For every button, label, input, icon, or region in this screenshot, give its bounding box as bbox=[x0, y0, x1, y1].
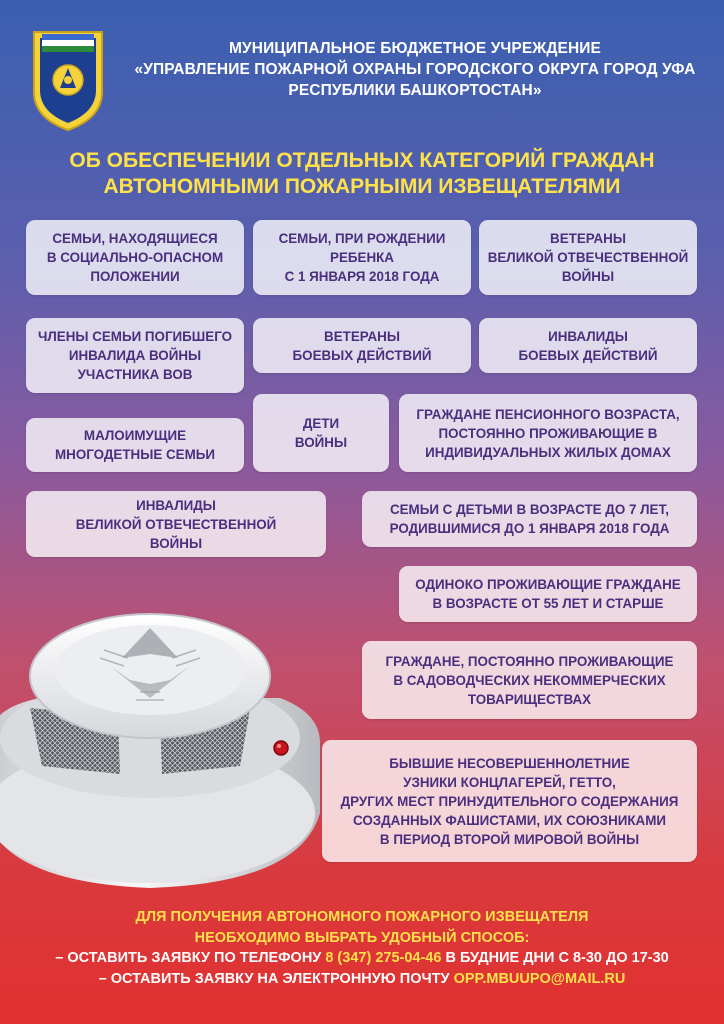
category-label: ИНВАЛИДЫ ВЕЛИКОЙ ОТВЕЧЕСТВЕННОЙ ВОЙНЫ bbox=[75, 497, 277, 551]
fire-service-emblem-icon bbox=[28, 22, 108, 132]
org-line-2: «УПРАВЛЕНИЕ ПОЖАРНОЙ ОХРАНЫ ГОРОДСКОГО ОКРУГА ГОРОД УФА bbox=[134, 61, 696, 78]
category-card bbox=[362, 491, 697, 547]
category-card bbox=[253, 220, 471, 295]
category-card bbox=[362, 641, 697, 719]
phone-instruction bbox=[0, 948, 724, 969]
category-card bbox=[26, 220, 244, 295]
page-title bbox=[40, 148, 684, 200]
category-label: ГРАЖДАНЕ ПЕНСИОННОГО ВОЗРАСТА, ПОСТОЯННО ПРОЖИВАЮЩИЕ В ИНДИВИДУАЛЬНЫХ ЖИЛЫХ ДОМАХ bbox=[416, 406, 680, 460]
category-label: ДЕТИ ВОЙНЫ bbox=[294, 416, 348, 450]
category-card bbox=[253, 318, 471, 373]
category-label: ВЕТЕРАНЫ БОЕВЫХ ДЕЙСТВИЙ bbox=[292, 328, 432, 363]
phone-number-link[interactable]: 8 (347) 275-04-46 bbox=[325, 950, 442, 966]
organization-name bbox=[110, 38, 720, 101]
category-label: ИНВАЛИДЫ БОЕВЫХ ДЕЙСТВИЙ bbox=[518, 328, 658, 363]
category-card bbox=[479, 318, 697, 373]
category-label: МАЛОИМУЩИЕ МНОГОДЕТНЫЕ СЕМЬИ bbox=[55, 428, 215, 462]
email-link[interactable]: OPP.MBUUPO@MAIL.RU bbox=[453, 970, 626, 987]
category-card bbox=[253, 394, 389, 472]
instructions-footer bbox=[0, 907, 724, 989]
title-line-1: ОБ ОБЕСПЕЧЕНИИ ОТДЕЛЬНЫХ КАТЕГОРИЙ ГРАЖДАН bbox=[69, 149, 655, 172]
phone-prefix: – ОСТАВИТЬ ЗАЯВКУ ПО ТЕЛЕФОНУ bbox=[55, 950, 326, 966]
category-card bbox=[322, 740, 697, 862]
smoke-detector-image bbox=[0, 588, 330, 898]
category-label: ГРАЖДАНЕ, ПОСТОЯННО ПРОЖИВАЮЩИЕ В САДОВОДЧЕСКИХ НЕКОММЕРЧЕСКИХ ТОВАРИЩЕСТВАХ bbox=[385, 653, 674, 707]
org-line-3: РЕСПУБЛИКИ БАШКОРТОСТАН» bbox=[288, 82, 542, 99]
org-line-1: МУНИЦИПАЛЬНОЕ БЮДЖЕТНОЕ УЧРЕЖДЕНИЕ bbox=[229, 40, 601, 57]
category-label: СЕМЬИ, НАХОДЯЩИЕСЯ В СОЦИАЛЬНО-ОПАСНОМ ПОЛОЖЕНИИ bbox=[46, 231, 224, 284]
category-label: ВЕТЕРАНЫ ВЕЛИКОЙ ОТВЕЧЕСТВЕННОЙ ВОЙНЫ bbox=[487, 231, 689, 284]
email-instruction bbox=[0, 969, 724, 990]
category-card bbox=[479, 220, 697, 295]
title-line-2: АВТОНОМНЫМИ ПОЖАРНЫМИ ИЗВЕЩАТЕЛЯМИ bbox=[103, 175, 621, 198]
category-card bbox=[26, 418, 244, 472]
category-card bbox=[26, 318, 244, 393]
email-prefix: – ОСТАВИТЬ ЗАЯВКУ НА ЭЛЕКТРОННУЮ ПОЧТУ bbox=[98, 970, 454, 987]
phone-suffix: В БУДНИЕ ДНИ С 8-30 ДО 17-30 bbox=[441, 950, 669, 966]
category-card bbox=[26, 491, 326, 557]
category-card bbox=[399, 394, 697, 472]
category-label: СЕМЬИ, ПРИ РОЖДЕНИИ РЕБЕНКА С 1 ЯНВАРЯ 2018 ГОДА bbox=[278, 231, 446, 284]
footer-line-2: НЕОБХОДИМО ВЫБРАТЬ УДОБНЫЙ СПОСОБ: bbox=[194, 929, 530, 946]
category-card bbox=[399, 566, 697, 622]
category-label: ЧЛЕНЫ СЕМЬИ ПОГИБШЕГО ИНВАЛИДА ВОЙНЫ УЧАСТНИКА ВОВ bbox=[37, 329, 233, 382]
category-label: БЫВШИЕ НЕСОВЕРШЕННОЛЕТНИЕ УЗНИКИ КОНЦЛАГЕРЕЙ, ГЕТТО, ДРУГИХ МЕСТ ПРИНУДИТЕЛЬНОГО СОДЕРЖАНИЯ СОЗДАННЫХ ФАШИСТАМИ, ИХ СОЮЗНИКАМИ В ПЕРИОД ВТОРОЙ МИРОВОЙ ВОЙНЫ bbox=[340, 755, 679, 847]
category-label: ОДИНОКО ПРОЖИВАЮЩИЕ ГРАЖДАНЕ В ВОЗРАСТЕ ОТ 55 ЛЕТ И СТАРШЕ bbox=[415, 577, 681, 611]
footer-line-1: ДЛЯ ПОЛУЧЕНИЯ АВТОНОМНОГО ПОЖАРНОГО ИЗВЕЩАТЕЛЯ bbox=[135, 909, 589, 925]
category-label: СЕМЬИ С ДЕТЬМИ В ВОЗРАСТЕ ДО 7 ЛЕТ, РОДИВШИМИСЯ ДО 1 ЯНВАРЯ 2018 ГОДА bbox=[389, 502, 670, 536]
